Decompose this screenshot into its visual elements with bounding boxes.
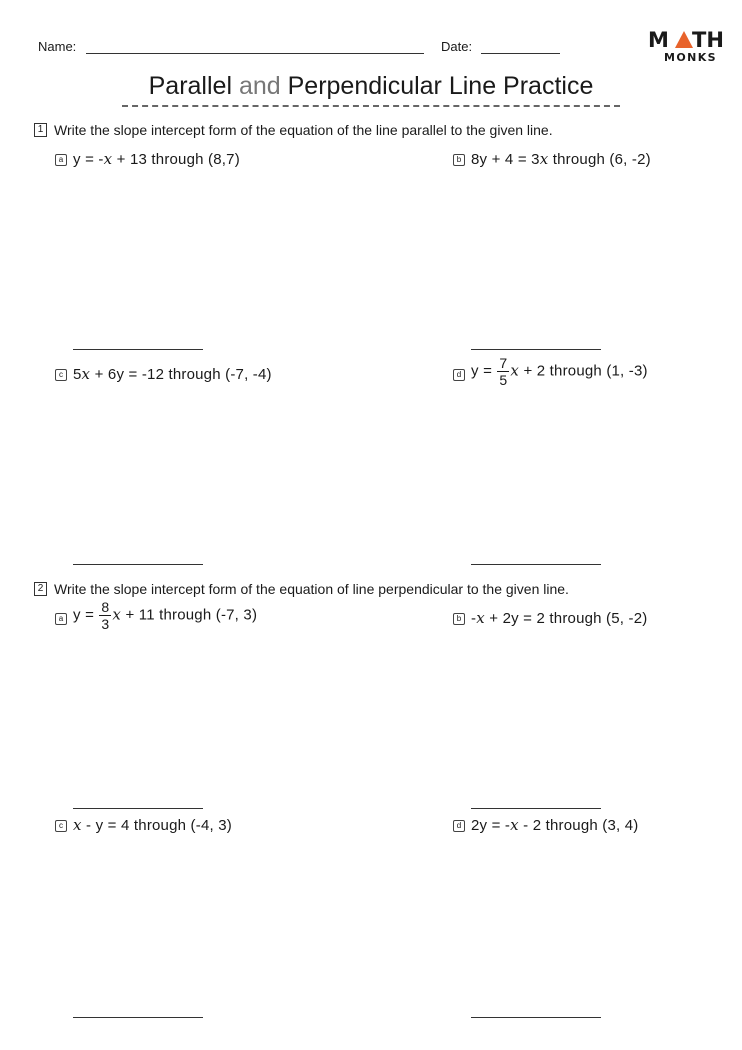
name-label: Name: [38, 39, 77, 54]
name-field[interactable] [86, 53, 424, 54]
page-title [0, 72, 742, 101]
fraction-8-3: $\frac{8}{3}$ [101, 599, 110, 632]
problem-1a-label: a [55, 154, 67, 166]
problem-1d-label: d [453, 369, 465, 381]
section-2-instruction: Write the slope intercept form of the equation of line perpendicular to the given line. [54, 581, 569, 597]
math-monks-logo [648, 28, 724, 64]
problem-1c-equation: 5x + 6y = -12 through (-7, -4) [73, 365, 272, 383]
problem-2b-label: b [453, 613, 465, 625]
logo-text-monks: MONKS [664, 51, 717, 64]
fraction-7-5: $\frac{7}{5}$ [499, 355, 508, 388]
problem-2d-label: d [453, 820, 465, 832]
answer-line-1c[interactable] [73, 564, 203, 565]
section-2-number: 2 [34, 582, 47, 596]
problem-2d-equation: 2y = -x - 2 through (3, 4) [471, 816, 639, 834]
title-part-2: and [238, 72, 281, 100]
date-label: Date: [441, 39, 473, 54]
date-field[interactable] [481, 53, 560, 54]
problem-2a-label: a [55, 613, 67, 625]
problem-2c-equation: x - y = 4 through (-4, 3) [73, 816, 232, 834]
problem-1a-equation: y = -x + 13 through (8,7) [73, 150, 240, 168]
answer-line-2a[interactable] [73, 808, 203, 809]
problem-1b-label: b [453, 154, 465, 166]
problem-1c-label: c [55, 369, 67, 381]
problem-2b-equation: -x + 2y = 2 through (5, -2) [471, 609, 648, 627]
answer-line-1d[interactable] [471, 564, 601, 565]
answer-line-2d[interactable] [471, 1017, 601, 1018]
answer-line-1a[interactable] [73, 349, 203, 350]
answer-line-2b[interactable] [471, 808, 601, 809]
title-divider [122, 105, 620, 107]
problem-2a-equation: y = $\frac{8}{3}$ x + 11 through (-7, 3) [73, 599, 258, 632]
problem-1d-equation: y = $\frac{7}{5}$ x + 2 through (1, -3) [471, 355, 648, 388]
logo-text-th: TH [692, 28, 724, 52]
title-part-1: Parallel [148, 72, 232, 100]
problem-1b-equation: 8y + 4 = 3x through (6, -2) [471, 150, 651, 168]
answer-line-1b[interactable] [471, 349, 601, 350]
answer-line-2c[interactable] [73, 1017, 203, 1018]
title-part-3: Perpendicular Line Practice [287, 72, 594, 100]
problem-2c-label: c [55, 820, 67, 832]
logo-triangle-icon [675, 31, 693, 48]
section-1-instruction: Write the slope intercept form of the equation of the line parallel to the given line. [54, 122, 553, 138]
section-1-number: 1 [34, 123, 47, 137]
logo-text-m: M [648, 28, 670, 52]
